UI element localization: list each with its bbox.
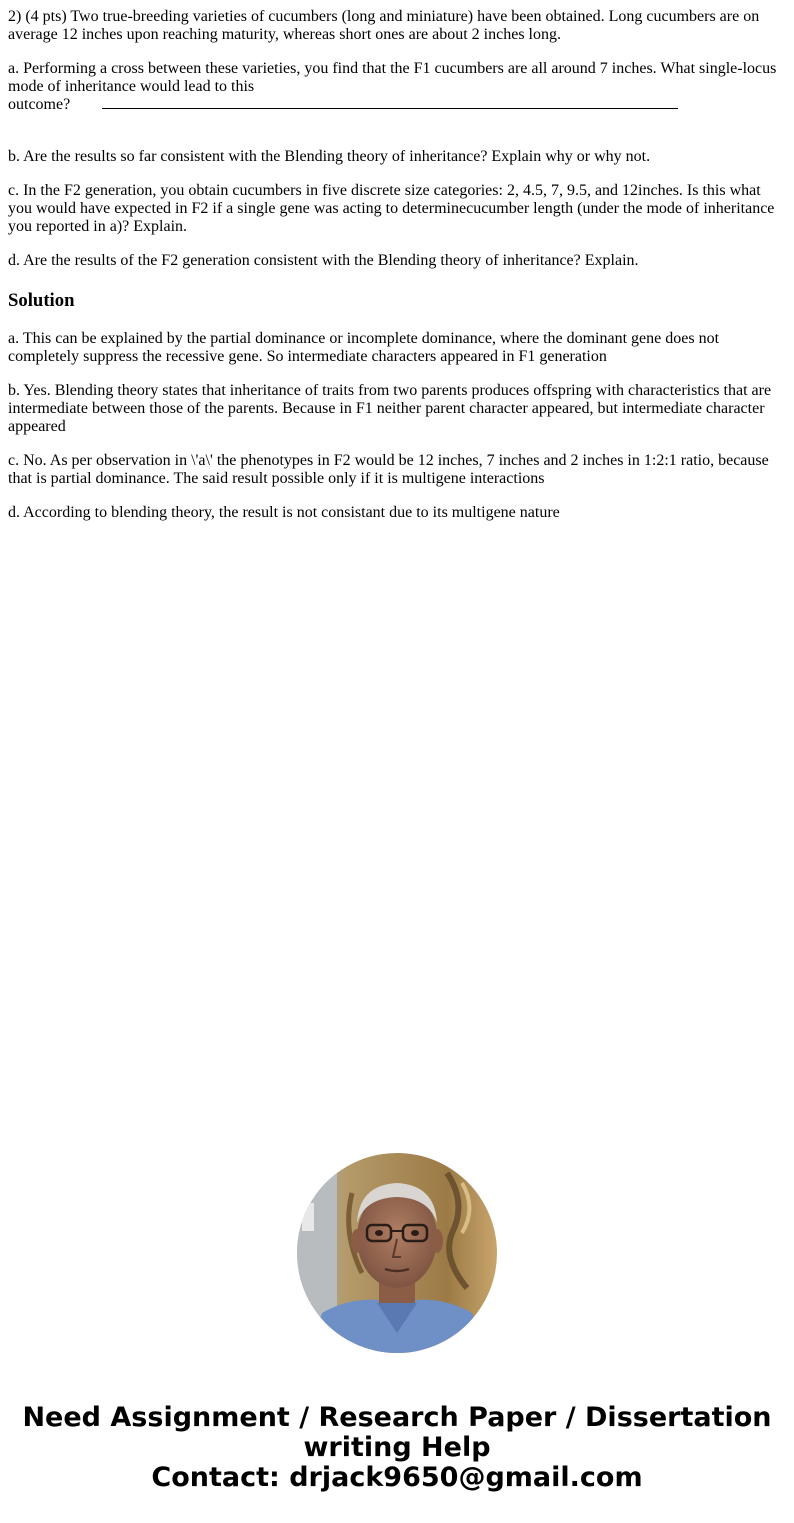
question-part-a-text: a. Performing a cross between these varieties, you find that the F1 cucumbers are all around 7 inches. What single-locus mode of inheritance would lead to this	[8, 60, 777, 95]
author-portrait-image	[297, 1153, 497, 1353]
answer-b: b. Yes. Blending theory states that inheritance of traits from two parents produces offspring with characteristics that are intermediate between those of the parents. Because in F1 neither parent character appeared, but intermediate character appeared	[8, 382, 772, 435]
question-part-c: c. In the F2 generation, you obtain cucumbers in five discrete size categories: 2, 4.5, 7, 9.5, and 12inches. Is this what you would have expected in F2 if a single gene was acting to determinecucumber length (under the mode of inheritance you reported in a)? Explain.	[8, 182, 775, 235]
answer-a: a. This can be explained by the partial dominance or incomplete dominance, where the dominant gene does not completely suppress the recessive gene. So intermediate characters appeared in F1 generation	[8, 330, 720, 365]
document-body	[8, 8, 786, 538]
question-part-a	[8, 60, 786, 114]
solution-heading: Solution	[8, 290, 75, 311]
answer-d: d. According to blending theory, the result is not consistant due to its multigene nature	[8, 504, 560, 521]
promo-contact: Contact: drjack9650@gmail.com	[151, 1462, 643, 1493]
question-part-d: d. Are the results of the F2 generation consistent with the Blending theory of inheritance? Explain.	[8, 252, 639, 269]
answer-blank-line	[102, 100, 678, 109]
author-avatar	[297, 1153, 497, 1353]
answer-c: c. No. As per observation in \'a\' the phenotypes in F2 would be 12 inches, 7 inches and 2 inches in 1:2:1 ratio, because that is partial dominance. The said result possible only if it is multigene interactions	[8, 452, 769, 487]
question-intro: 2) (4 pts) Two true-breeding varieties of cucumbers (long and miniature) have been obtained. Long cucumbers are on average 12 inches upon reaching maturity, whereas short ones are about 2 inches long.	[8, 8, 760, 43]
question-part-b: b. Are the results so far consistent with the Blending theory of inheritance? Explain why or why not.	[8, 148, 651, 165]
promo-line-2: writing Help	[303, 1432, 491, 1463]
promo-line-1: Need Assignment / Research Paper / Dissertation	[22, 1402, 772, 1433]
promo-banner	[0, 1403, 794, 1493]
question-part-a-outcome: outcome?	[8, 96, 71, 113]
